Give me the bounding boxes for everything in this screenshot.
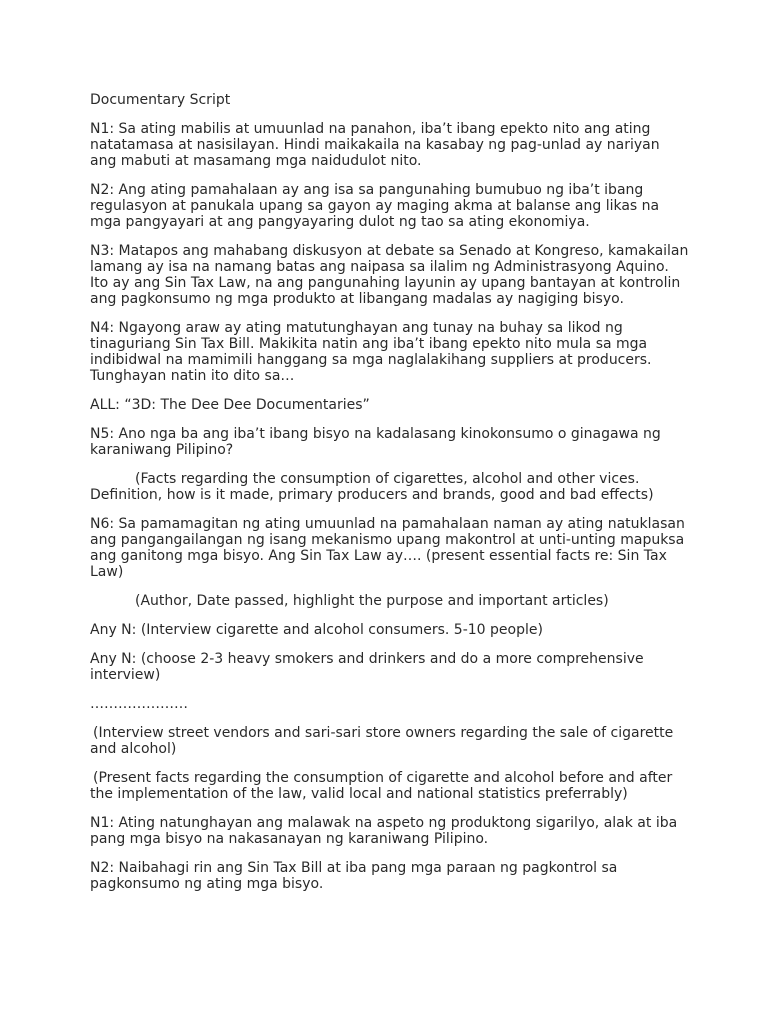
script-paragraph-n1: N1: Sa ating mabilis at umuunlad na panahon, iba’t ibang epekto nito ang ating natatamasa at nasisilayan. Hindi maikakaila na kasabay ng pag-unlad ay nariyan ang mabuti at masamang mga naidudulot nito. (90, 121, 660, 169)
script-paragraph-any-n-1: Any N: (Interview cigarette and alcohol consumers. 5-10 people) (90, 622, 543, 638)
script-paragraph-closing-n2: N2: Naibahagi rin ang Sin Tax Bill at iba pang mga paraan ng pagkontrol sa pagkonsumo ng ating mga bisyo. (90, 860, 618, 892)
script-note-statistics: (Present facts regarding the consumption of cigarette and alcohol before and after the implementation of the law, valid local and national statistics preferrably) (90, 770, 673, 802)
document-page (90, 92, 690, 905)
script-paragraph-n4: N4: Ngayong araw ay ating matutunghayan ang tunay na buhay sa likod ng tinaguriang Sin Tax Bill. Makikita natin ang iba’t ibang epekto nito mula sa mga indibidwal na mamimili hanggang sa mga naglalakihang suppliers at producers. Tunghayan natin ito dito sa… (90, 320, 652, 384)
script-note-facts: (Facts regarding the consumption of cigarettes, alcohol and other vices. Definition, how is it made, primary producers and brands, good and bad effects) (90, 471, 654, 503)
script-paragraph-n5: N5: Ano nga ba ang iba’t ibang bisyo na kadalasang kinokonsumo o ginagawa ng karaniwang Pilipino? (90, 426, 661, 458)
script-paragraph-n3: N3: Matapos ang mahabang diskusyon at debate sa Senado at Kongreso, kamakailan lamang ay isa na namang batas ang naipasa sa ilalim ng Administrasyong Aquino. Ito ay ang Sin Tax Law, na ang pangunahing layunin ay upang bantayan at kontrolin ang pagkonsumo ng mga produkto at libangang madalas ay nagiging bisyo. (90, 243, 689, 307)
script-note-vendors: (Interview street vendors and sari-sari store owners regarding the sale of cigarette and alcohol) (90, 725, 674, 757)
script-paragraph-closing-n1: N1: Ating natunghayan ang malawak na aspeto ng produktong sigarilyo, alak at iba pang mga bisyo na nakasanayan ng karaniwang Pilipino. (90, 815, 678, 847)
script-ellipsis-divider: ………………… (90, 696, 188, 712)
script-paragraph-all: ALL: “3D: The Dee Dee Documentaries” (90, 397, 370, 413)
script-paragraph-any-n-2: Any N: (choose 2-3 heavy smokers and drinkers and do a more comprehensive interview) (90, 651, 644, 683)
script-paragraph-n2: N2: Ang ating pamahalaan ay ang isa sa pangunahing bumubuo ng iba’t ibang regulasyon at panukala upang sa gayon ay maging akma at balanse ang likas na mga pangyayari at ang pangyayaring dulot ng tao sa ating ekonomiya. (90, 182, 660, 230)
document-title: Documentary Script (90, 92, 231, 108)
script-paragraph-n6: N6: Sa pamamagitan ng ating umuunlad na pamahalaan naman ay ating natuklasan ang pangangailangan ng isang mekanismo upang makontrol at unti-unting mapuksa ang ganitong mga bisyo. Ang Sin Tax Law ay…. (present essential facts re: Sin Tax Law) (90, 516, 685, 580)
script-note-author: (Author, Date passed, highlight the purpose and important articles) (135, 593, 609, 609)
